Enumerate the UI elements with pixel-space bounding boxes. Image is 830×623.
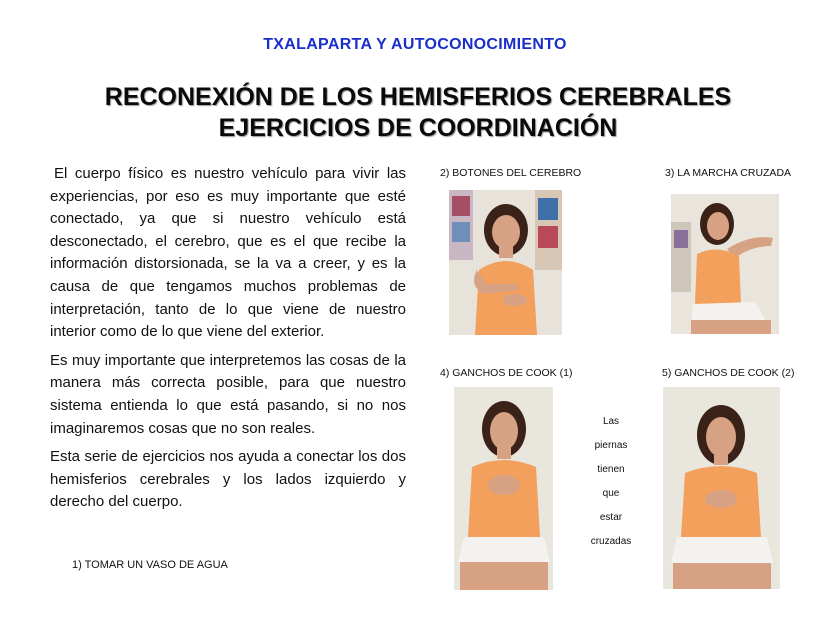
photo-cross-march (671, 194, 779, 334)
paragraph-2: Es muy importante que interpretemos las cosas de la manera más correcta posible, para que nuestro sistema entienda lo que está pasando, si no nos imaginaremos cosas que no son reales. (50, 351, 406, 437)
side-note-line: tienen (597, 464, 625, 475)
side-note-line: piernas (594, 440, 628, 451)
title-line-2: EJERCICIOS DE COORDINACIÓN (218, 114, 618, 142)
step-2-caption: 2) BOTONES DEL CEREBRO (440, 167, 582, 179)
photo-cook-hooks-2 (663, 387, 780, 589)
legs-crossed-note (576, 410, 646, 554)
body-text (50, 163, 406, 520)
side-note-line: que (602, 488, 620, 499)
photo-cook-hooks-1 (454, 387, 553, 590)
page-subtitle: TXALAPARTA Y AUTOCONOCIMIENTO (263, 36, 567, 53)
photo-brain-buttons (449, 190, 562, 335)
side-note-line: estar (599, 512, 623, 523)
step-1-caption: 1) TOMAR UN VASO DE AGUA (72, 559, 228, 571)
title-line-1: RECONEXIÓN DE LOS HEMISFERIOS CEREBRALES (104, 83, 732, 111)
paragraph-1: El cuerpo físico es nuestro vehículo para vivir las experiencias, por eso es muy importante que esté conectado, ya que si nuestro vehículo está desconectado, el cerebro, que es el que recibe la información distorsionada, se la va a creer, y es la causa de que tengamos muchos problemas de interpretación, tanto de lo que viene de nuestro interior como de lo que viene del exterior. (50, 165, 406, 341)
side-note-line: Las (602, 416, 620, 427)
step-5-caption: 5) GANCHOS DE COOK (2) (662, 367, 795, 379)
step-3-caption: 3) LA MARCHA CRUZADA (665, 167, 792, 179)
step-4-caption: 4) GANCHOS DE COOK (1) (440, 367, 573, 379)
paragraph-3: Esta serie de ejercicios nos ayuda a conectar los dos hemisferios cerebrales y los lados izquierdo y derecho del cuerpo. (50, 448, 406, 511)
side-note-line: cruzadas (590, 536, 632, 547)
page-title (0, 82, 830, 144)
